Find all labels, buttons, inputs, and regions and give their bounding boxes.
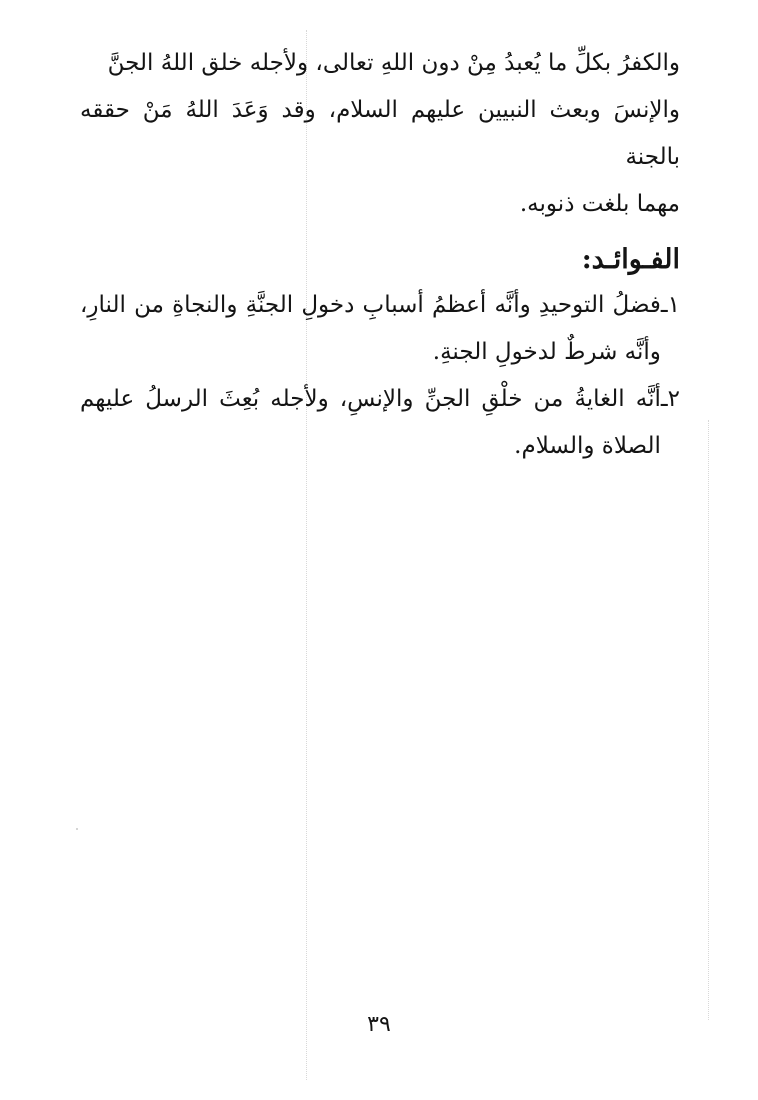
benefit-text-2: أنَّه الغايةُ من خلْقِ الجنِّ والإنسِ، ولأجله بُعِثَ الرسلُ عليهم الصلاة والسلام. (80, 386, 661, 459)
paragraph-line-3: مهما بلغت ذنوبه. (519, 191, 680, 217)
scan-speck (76, 828, 78, 830)
benefit-number-2: ٢ـ (660, 386, 680, 412)
benefit-item-1 (80, 282, 680, 376)
benefit-item-2 (80, 376, 680, 470)
benefit-number-1: ١ـ (660, 292, 680, 318)
page-body (80, 40, 680, 470)
benefit-text-1: فضلُ التوحيدِ وأنَّه أعظمُ أسبابِ دخولِ الجنَّةِ والنجاةِ من النارِ، وأنَّه شرطٌ لدخولِ الجنةِ. (80, 292, 661, 365)
benefits-heading: الفـوائـد: (581, 244, 680, 275)
paragraph-line-2: والإنسَ وبعث النبيين عليهم السلام، وقد وَعَدَ اللهُ مَنْ حققه بالجنة (80, 97, 680, 170)
intro-paragraph (80, 40, 680, 228)
paragraph-line-1: والكفرُ بكلِّ ما يُعبدُ مِنْ دون اللهِ تعالى، ولأجله خلق اللهُ الجنَّ (107, 50, 680, 76)
scan-fold-line-right (708, 420, 709, 1020)
page-number: ٣٩ (367, 1012, 391, 1037)
